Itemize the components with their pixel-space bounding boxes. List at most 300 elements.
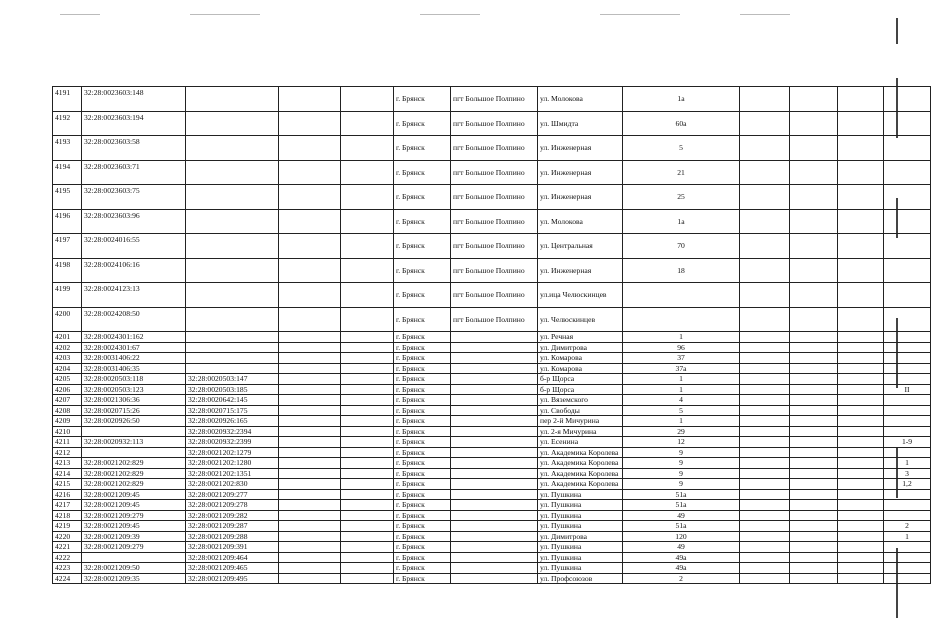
street-cell: пер 2-й Мичурина [538,416,623,427]
settlement-cell [451,563,538,574]
city-cell: г. Брянск [394,136,451,161]
city-cell: г. Брянск [394,563,451,574]
cadastral-number: 32:28:0024301:162 [82,332,186,343]
unit-cell: 1,2 [884,479,931,490]
table-row [53,234,931,259]
house-cell: 1а [623,209,740,234]
row-number: 4204 [53,363,82,374]
unit-cell [884,416,931,427]
settlement-cell [451,363,538,374]
scan-artifact [740,14,790,15]
unit-cell: 1 [884,531,931,542]
cadastral-number: 32:28:0020932:113 [82,437,186,448]
empty-cell [740,479,790,490]
street-cell: б-р Щорса [538,384,623,395]
unit-cell [884,405,931,416]
city-cell: г. Брянск [394,437,451,448]
empty-cell [341,500,394,511]
cadastral-number-2: 32:28:0020503:147 [186,374,279,385]
cadastral-number: 32:28:0021202:829 [82,458,186,469]
empty-cell [279,437,341,448]
empty-cell [279,573,341,584]
house-cell: 37а [623,363,740,374]
empty-cell [279,332,341,343]
row-number: 4195 [53,185,82,210]
empty-cell [740,209,790,234]
empty-cell [740,384,790,395]
house-cell: 49 [623,510,740,521]
street-cell: ул. Центральная [538,234,623,259]
empty-cell [740,342,790,353]
empty-cell [790,468,838,479]
city-cell: г. Брянск [394,185,451,210]
empty-cell [341,307,394,332]
empty-cell [279,283,341,308]
empty-cell [279,374,341,385]
street-cell: ул. Молокова [538,87,623,112]
cadastral-number-2 [186,283,279,308]
table-row [53,479,931,490]
empty-cell [838,489,884,500]
empty-cell [341,426,394,437]
table-row [53,353,931,364]
street-cell: ул. Речная [538,332,623,343]
cadastral-number-2: 32:28:0021209:278 [186,500,279,511]
cadastral-number [82,447,186,458]
house-cell: 5 [623,136,740,161]
table-row [53,405,931,416]
street-cell: ул. Инженерная [538,160,623,185]
empty-cell [790,542,838,553]
empty-cell [838,521,884,532]
empty-cell [279,384,341,395]
empty-cell [740,363,790,374]
empty-cell [341,332,394,343]
empty-cell [838,447,884,458]
settlement-cell: пгт Большое Полпино [451,87,538,112]
empty-cell [740,573,790,584]
empty-cell [279,307,341,332]
empty-cell [341,458,394,469]
empty-cell [341,283,394,308]
empty-cell [838,363,884,374]
settlement-cell [451,405,538,416]
house-cell: 1 [623,384,740,395]
row-number: 4216 [53,489,82,500]
row-number: 4198 [53,258,82,283]
empty-cell [740,283,790,308]
table-row [53,395,931,406]
street-cell: ул. Профсоюзов [538,573,623,584]
settlement-cell: пгт Большое Полпино [451,234,538,259]
table-row [53,563,931,574]
empty-cell [790,573,838,584]
settlement-cell: пгт Большое Полпино [451,111,538,136]
empty-cell [279,342,341,353]
cadastral-number-2 [186,307,279,332]
unit-cell [884,185,931,210]
empty-cell [740,542,790,553]
empty-cell [279,510,341,521]
empty-cell [740,468,790,479]
row-number: 4223 [53,563,82,574]
unit-cell [884,489,931,500]
empty-cell [740,437,790,448]
empty-cell [838,332,884,343]
city-cell: г. Брянск [394,489,451,500]
house-cell: 25 [623,185,740,210]
cadastral-number-2: 32:28:0020715:175 [186,405,279,416]
row-number: 4209 [53,416,82,427]
row-number: 4197 [53,234,82,259]
empty-cell [740,185,790,210]
empty-cell [279,489,341,500]
row-number: 4207 [53,395,82,406]
empty-cell [838,531,884,542]
table-row [53,542,931,553]
city-cell: г. Брянск [394,342,451,353]
empty-cell [279,479,341,490]
cadastral-number-2 [186,363,279,374]
cadastral-number: 32:28:0021209:50 [82,563,186,574]
house-cell: 9 [623,458,740,469]
empty-cell [838,87,884,112]
empty-cell [838,258,884,283]
row-number: 4193 [53,136,82,161]
cadastral-number-2: 32:28:0021209:277 [186,489,279,500]
table-row [53,510,931,521]
empty-cell [790,395,838,406]
empty-cell [790,185,838,210]
settlement-cell [451,510,538,521]
empty-cell [790,531,838,542]
empty-cell [740,395,790,406]
city-cell: г. Брянск [394,500,451,511]
empty-cell [341,437,394,448]
settlement-cell [451,552,538,563]
unit-cell [884,563,931,574]
row-number: 4222 [53,552,82,563]
empty-cell [341,531,394,542]
street-cell: ул. Инженерная [538,136,623,161]
settlement-cell: пгт Большое Полпино [451,185,538,210]
cadastral-number: 32:28:0021202:829 [82,479,186,490]
unit-cell [884,510,931,521]
empty-cell [838,160,884,185]
house-cell: 51а [623,500,740,511]
empty-cell [790,136,838,161]
house-cell: 2 [623,573,740,584]
table-row [53,363,931,374]
table-row [53,447,931,458]
settlement-cell [451,374,538,385]
empty-cell [790,458,838,469]
house-cell: 49а [623,563,740,574]
empty-cell [279,542,341,553]
empty-cell [740,500,790,511]
street-cell: ул. Пушкина [538,552,623,563]
empty-cell [341,185,394,210]
settlement-cell [451,395,538,406]
street-cell: ул. 2-я Мичурина [538,426,623,437]
empty-cell [838,468,884,479]
empty-cell [790,521,838,532]
empty-cell [790,416,838,427]
empty-cell [790,374,838,385]
cadastral-number-2: 32:28:0020926:165 [186,416,279,427]
empty-cell [341,111,394,136]
empty-cell [740,234,790,259]
unit-cell [884,500,931,511]
street-cell: ул. Димитрова [538,531,623,542]
empty-cell [838,405,884,416]
table-row [53,468,931,479]
city-cell: г. Брянск [394,384,451,395]
cadastral-number [82,552,186,563]
house-cell: 9 [623,447,740,458]
unit-cell [884,258,931,283]
empty-cell [838,542,884,553]
settlement-cell: пгт Большое Полпино [451,258,538,283]
empty-cell [341,160,394,185]
empty-cell [740,510,790,521]
unit-cell: 3 [884,468,931,479]
empty-cell [838,573,884,584]
empty-cell [341,510,394,521]
cadastral-number-2 [186,353,279,364]
empty-cell [740,332,790,343]
empty-cell [279,395,341,406]
city-cell: г. Брянск [394,353,451,364]
empty-cell [790,283,838,308]
empty-cell [838,563,884,574]
empty-cell [790,489,838,500]
city-cell: г. Брянск [394,531,451,542]
cadastral-number: 32:28:0023603:75 [82,185,186,210]
empty-cell [279,563,341,574]
unit-cell [884,332,931,343]
house-cell: 60а [623,111,740,136]
settlement-cell: пгт Большое Полпино [451,209,538,234]
house-cell: 12 [623,437,740,448]
empty-cell [838,353,884,364]
empty-cell [341,234,394,259]
cadastral-number: 32:28:0020715:26 [82,405,186,416]
empty-cell [341,363,394,374]
house-cell: 29 [623,426,740,437]
cadastral-number-2 [186,160,279,185]
row-number: 4194 [53,160,82,185]
house-cell: 9 [623,479,740,490]
cadastral-number: 32:28:0020503:118 [82,374,186,385]
city-cell: г. Брянск [394,332,451,343]
table-row [53,136,931,161]
cadastral-number: 32:28:0021202:829 [82,468,186,479]
unit-cell [884,395,931,406]
cadastral-number: 32:28:0024016:55 [82,234,186,259]
row-number: 4196 [53,209,82,234]
empty-cell [279,468,341,479]
cadastral-number: 32:28:0024301:67 [82,342,186,353]
row-number: 4212 [53,447,82,458]
table-row [53,521,931,532]
settlement-cell [451,458,538,469]
empty-cell [790,447,838,458]
city-cell: г. Брянск [394,258,451,283]
house-cell: 120 [623,531,740,542]
house-cell: 70 [623,234,740,259]
empty-cell [279,185,341,210]
cadastral-number: 32:28:0020503:123 [82,384,186,395]
empty-cell [279,426,341,437]
empty-cell [838,384,884,395]
city-cell: г. Брянск [394,510,451,521]
cadastral-number-2 [186,111,279,136]
street-cell: ул. Инженерная [538,258,623,283]
empty-cell [790,363,838,374]
city-cell: г. Брянск [394,426,451,437]
empty-cell [740,531,790,542]
settlement-cell [451,489,538,500]
settlement-cell: пгт Большое Полпино [451,283,538,308]
cadastral-number: 32:28:0024123:13 [82,283,186,308]
empty-cell [838,342,884,353]
empty-cell [279,405,341,416]
empty-cell [790,307,838,332]
table-row [53,384,931,395]
street-cell: ул. Комарова [538,363,623,374]
street-cell: ул. Академика Королева [538,468,623,479]
empty-cell [279,363,341,374]
street-cell: ул. Свободы [538,405,623,416]
empty-cell [279,258,341,283]
row-number: 4202 [53,342,82,353]
settlement-cell [451,468,538,479]
empty-cell [279,531,341,542]
cadastral-number: 32:28:0021209:279 [82,542,186,553]
row-number: 4215 [53,479,82,490]
settlement-cell [451,353,538,364]
house-cell [623,283,740,308]
row-number: 4205 [53,374,82,385]
settlement-cell: пгт Большое Полпино [451,160,538,185]
settlement-cell [451,479,538,490]
unit-cell: II [884,384,931,395]
city-cell: г. Брянск [394,283,451,308]
empty-cell [279,111,341,136]
cadastral-number: 32:28:0023603:194 [82,111,186,136]
cadastral-number: 32:28:0023603:58 [82,136,186,161]
house-cell: 1 [623,374,740,385]
empty-cell [740,307,790,332]
empty-cell [790,437,838,448]
cadastral-number: 32:28:0021209:39 [82,531,186,542]
empty-cell [341,552,394,563]
unit-cell [884,426,931,437]
street-cell: ул. Есенина [538,437,623,448]
table-row [53,111,931,136]
cadastral-number-2: 32:28:0020503:185 [186,384,279,395]
empty-cell [341,489,394,500]
empty-cell [740,426,790,437]
cadastral-number-2: 32:28:0021209:464 [186,552,279,563]
settlement-cell [451,332,538,343]
row-number: 4192 [53,111,82,136]
cadastral-number-2: 32:28:0021209:287 [186,521,279,532]
cadastral-number-2: 32:28:0020932:2394 [186,426,279,437]
city-cell: г. Брянск [394,468,451,479]
empty-cell [790,353,838,364]
unit-cell [884,447,931,458]
house-cell: 9 [623,468,740,479]
scan-artifact [60,14,100,15]
row-number: 4220 [53,531,82,542]
empty-cell [790,234,838,259]
street-cell: ул. Пушкина [538,563,623,574]
house-cell: 1 [623,416,740,427]
table-row [53,332,931,343]
table-row [53,437,931,448]
empty-cell [838,283,884,308]
empty-cell [279,160,341,185]
street-cell: ул. Комарова [538,353,623,364]
empty-cell [838,458,884,469]
empty-cell [838,416,884,427]
table-row [53,531,931,542]
house-cell: 5 [623,405,740,416]
settlement-cell [451,531,538,542]
cadastral-number [82,426,186,437]
city-cell: г. Брянск [394,374,451,385]
unit-cell [884,342,931,353]
city-cell: г. Брянск [394,395,451,406]
cadastral-number: 32:28:0023603:96 [82,209,186,234]
cadastral-number-2: 32:28:0021209:465 [186,563,279,574]
empty-cell [838,374,884,385]
empty-cell [279,416,341,427]
empty-cell [790,342,838,353]
street-cell: ул. Академика Королева [538,447,623,458]
cadastral-number-2 [186,234,279,259]
empty-cell [279,458,341,469]
street-cell: б-р Щорса [538,374,623,385]
empty-cell [790,552,838,563]
empty-cell [341,353,394,364]
unit-cell [884,160,931,185]
street-cell: ул. Пушкина [538,542,623,553]
city-cell: г. Брянск [394,573,451,584]
street-cell: ул.ица Челюскинцев [538,283,623,308]
house-cell [623,307,740,332]
street-cell: ул. Инженерная [538,185,623,210]
cadastral-number-2: 32:28:0021202:1279 [186,447,279,458]
table-row [53,500,931,511]
cadastral-number: 32:28:0031406:22 [82,353,186,364]
row-number: 4208 [53,405,82,416]
empty-cell [838,426,884,437]
table-row [53,489,931,500]
cadastral-number: 32:28:0021209:45 [82,489,186,500]
house-cell: 1 [623,332,740,343]
row-number: 4206 [53,384,82,395]
row-number: 4218 [53,510,82,521]
row-number: 4217 [53,500,82,511]
empty-cell [279,447,341,458]
empty-cell [740,563,790,574]
city-cell: г. Брянск [394,307,451,332]
city-cell: г. Брянск [394,416,451,427]
city-cell: г. Брянск [394,363,451,374]
